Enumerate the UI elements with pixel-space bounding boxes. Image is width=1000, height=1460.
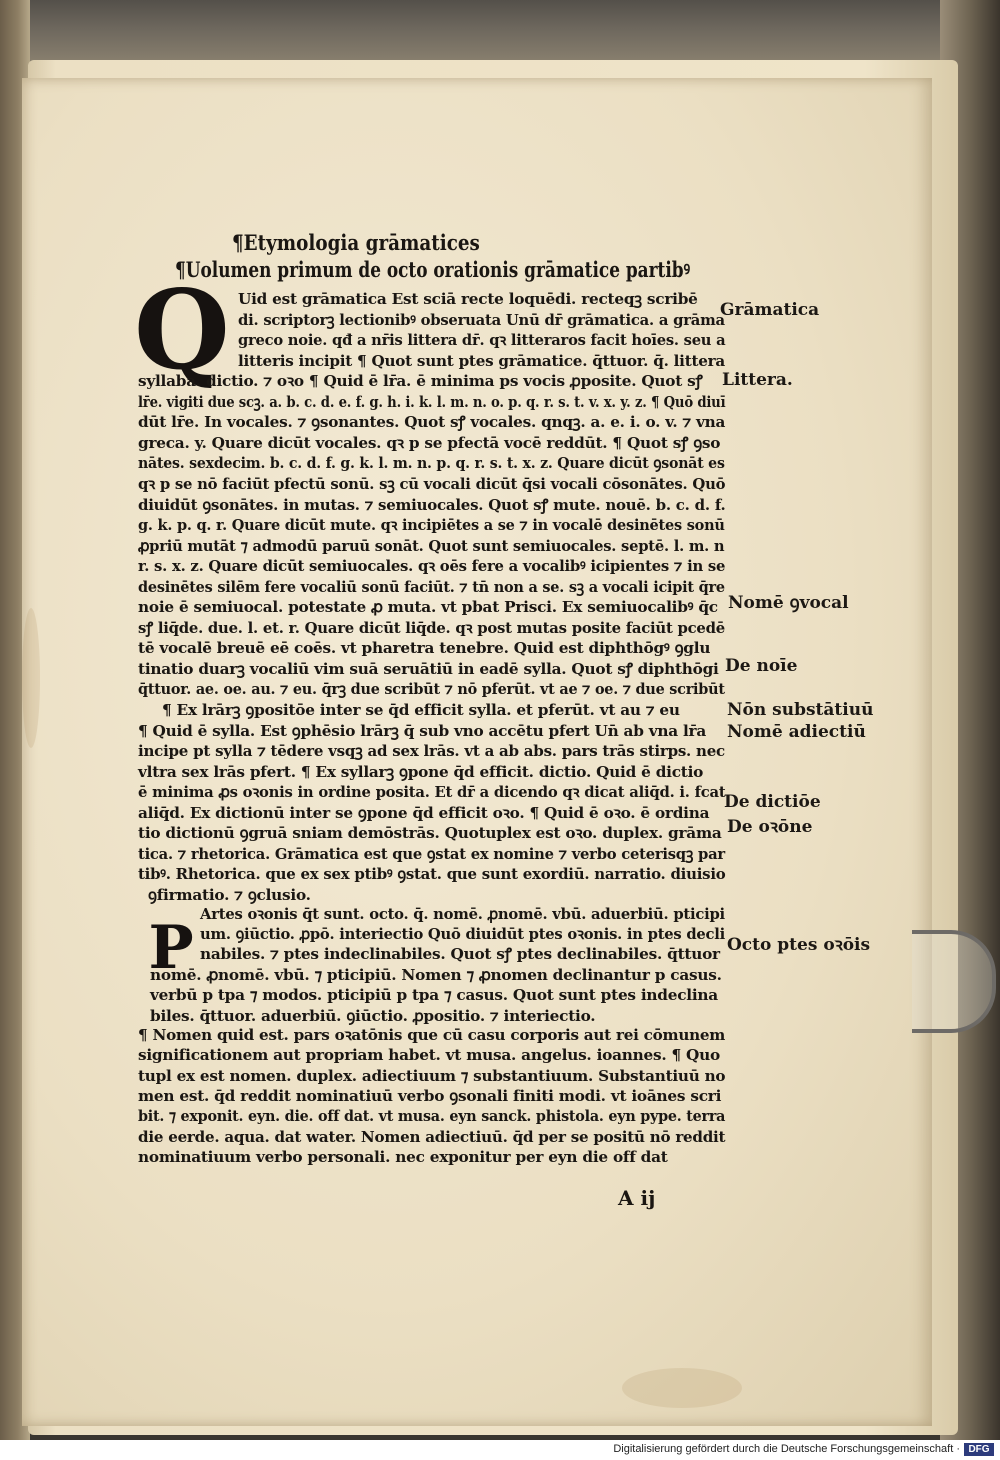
margin-note: Octo ptes oꝛōis	[727, 935, 871, 955]
text-line: ¶ Ex lrārꝫ ꝯpositōe inter se q̄d efficit sylla. et pferūt. vt au ⁊ eu	[162, 701, 680, 719]
text-line: tinatio duarꝫ vocaliū vim suā seruātiū in eadē sylla. Quot sꝭ diphthōgi	[138, 659, 719, 678]
text-line: tupl ex est nomen. duplex. adiectiuum ⁊ substantiuum. Substantiuū no	[138, 1066, 726, 1085]
footer-credit: Digitalisierung gefördert durch die Deutsche Forschungsgemeinschaft ·	[613, 1443, 960, 1455]
footer	[0, 1440, 1000, 1460]
text-line: nomē. ꝓnomē. vbū. ⁊ pticipiū. Nomen ⁊ ꝓnomen declinantur p casus.	[150, 965, 722, 984]
text-line: ꝓpriū mutāt ⁊ admodū paruū sonāt. Quot sunt semiuocales. septē. l. m. n	[138, 536, 725, 555]
margin-note: De noīe	[725, 656, 798, 676]
text-line: vltra sex lrās pfert. ¶ Ex syllarꝫ ꝯpone q̄d efficit. dictio. Quid ē dictio	[138, 762, 704, 781]
text-line: desinētes silēm fere vocaliū sonū faciūt. ⁊ tn̄ non a se. sꝫ a vocali icipit q̄re	[138, 577, 725, 596]
text-line: qꝛ p se nō faciūt pfectū sonū. sꝫ cū vocali dicūt q̄si vocali cōsonātes. Quō	[138, 474, 726, 493]
text-line: di. scriptorꝫ lectionibꝰ obseruata Unū dr̄ grāmatica. a grāma	[238, 310, 725, 329]
text-line: um. ꝯiūctio. ꝓpō. interiectio Quō diuidūt ptes oꝛonis. in ptes decli	[200, 924, 725, 943]
heading-line-1: ¶Etymologia grāmatices	[232, 230, 480, 255]
text-line: r. s. x. z. Quare dicūt semiuocales. qꝛ oēs fere a vocalibꝰ icipientes ⁊ in se	[138, 557, 726, 576]
text-line: Artes oꝛonis q̄t sunt. octo. q̄. nomē. ꝓnomē. vbū. aduerbiū. pticipi	[200, 904, 725, 923]
signature-mark: A ij	[618, 1186, 656, 1210]
text-line: biles. q̄ttuor. aduerbiū. ꝯiūctio. ꝓpositio. ⁊ interiectio.	[150, 1006, 596, 1025]
text-line: lr̄e. vigiti due scꝫ. a. b. c. d. e. f. g. h. i. k. l. m. n. o. p. q. r. s. t. v. x. y. z. ¶ Quō diuī	[138, 392, 726, 411]
margin-note: Grāmatica	[720, 300, 820, 320]
margin-note: De dictiōe	[724, 792, 821, 812]
text-line: incipe pt sylla ⁊ tēdere vsqꝫ ad sex lrās. vt a ab abs. pars trās stirps. nec	[138, 742, 725, 761]
text-line: ꝯfirmatio. ⁊ ꝯclusio.	[148, 885, 311, 904]
text-line: greco noie. qđ a nr̄is littera dr̄. qꝛ litteraros facit hoīes. seu a	[238, 331, 726, 350]
text-line: significationem aut propriam habet. vt musa. angelus. ioannes. ¶ Quo	[138, 1046, 720, 1065]
text-line: verbū p tpa ⁊ modos. pticipiū p tpa ⁊ casus. Quot sunt ptes indeclina	[150, 986, 718, 1005]
margin-note: Nomē adiectiū	[727, 722, 866, 742]
text-line: diuidūt ꝯsonātes. in mutas. ⁊ semiuocales. Quot sꝭ mute. nouē. b. c. d. f.	[138, 495, 726, 514]
margin-note: Littera.	[722, 370, 793, 390]
text-line: tibꝰ. Rhetorica. que ex sex ptibꝰ ꝯstat. que sunt exordiū. narratio. diuisio	[138, 865, 726, 884]
text-line: die eerde. aqua. dat water. Nomen adiectiuū. q̄d per se positū nō reddit	[138, 1127, 726, 1146]
text-line: greca. y. Quare dicūt vocales. qꝛ p se pfectā vocē reddūt. ¶ Quot sꝭ ꝯso	[138, 433, 721, 452]
paper-clip-icon	[912, 930, 996, 1033]
dfg-logo: DFG	[964, 1443, 994, 1456]
drop-cap-initial: P	[148, 913, 194, 983]
page-stain	[22, 608, 40, 748]
text-line: litteris incipit ¶ Quot sunt ptes grāmatice. q̄ttuor. q̄. littera	[238, 351, 725, 370]
text-line: nātes. sexdecim. b. c. d. f. g. k. l. m. n. p. q. r. s. t. x. z. Quare dicūt ꝯsonāt es	[138, 454, 725, 473]
text-line: bit. ⁊ exponit. eyn. die. off dat. vt musa. eyn sanck. phistola. eyn pype. terra	[138, 1107, 726, 1126]
text-line: nabiles. ⁊ ptes indeclinabiles. Quot sꝭ ptes declinabiles. q̄ttuor	[200, 945, 720, 964]
text-line: noie ē semiuocal. potestate ꝓ muta. vt pbat Prisci. Ex semiuocalibꝰ q̄c	[138, 598, 718, 617]
text-line: g. k. p. q. r. Quare dicūt mute. qꝛ incipiētes a se ⁊ in vocalē desinētes sonū	[138, 516, 725, 535]
margin-note: De oꝛōne	[727, 817, 813, 837]
text-line: men est. q̄d reddit nominatiuū verbo ꝯsonali finiti modi. vt ioānes scri	[138, 1087, 722, 1105]
text-line: Uid est grāmatica Est sciā recte loquēdi. recteqꝫ scribē	[238, 290, 698, 308]
margin-note: Nomē ꝯvocal	[728, 593, 849, 613]
text-line: tica. ⁊ rhetorica. Grāmatica est que ꝯstat ex nomine ⁊ verbo ceterisqꝫ par	[138, 844, 725, 863]
text-line: q̄ttuor. ae. oe. au. ⁊ eu. q̄rꝫ due scribūt ⁊ nō pferūt. vt ae ⁊ oe. ⁊ due scribūt	[138, 680, 725, 699]
text-line: aliq̄d. Ex dictionū inter se ꝯpone q̄d efficit oꝛo. ¶ Quid ē oꝛo. ē ordina	[138, 803, 710, 822]
drop-cap-initial: Q	[134, 265, 230, 394]
heading-line-2: ¶Uolumen primum de octo orationis grāmatice partibꝰ	[175, 257, 691, 282]
text-line: ¶ Nomen quid est. pars oꝛatōnis que cū casu corporis aut rei cōmunem	[138, 1025, 726, 1044]
text-line: tio dictionū ꝯgruā sniam demōstrās. Quotuplex est oꝛo. duplex. grāma	[138, 824, 722, 843]
text-line: nominatiuum verbo personali. nec exponitur per eyn die off dat	[138, 1148, 668, 1167]
margin-note: Nōn substātiuū	[727, 700, 874, 720]
text-line: sꝭ liq̄de. due. l. et. r. Quare dicūt liq̄de. qꝛ post mutas posite faciūt pcedē	[138, 618, 725, 637]
text-line: ē minima ꝓs oꝛonis in ordine posita. Et dr̄ a dicendo qꝛ dicat aliq̄d. i. fcat	[138, 783, 726, 802]
text-line: dūt lr̄e. In vocales. ⁊ ꝯsonantes. Quot sꝭ vocales. qnqꝫ. a. e. i. o. v. ⁊ vna	[138, 413, 726, 432]
text-line: tē vocalē breuē eē coēs. vt pharetra tenebre. Quid est diphthōgꝰ ꝯglu	[138, 639, 711, 658]
page-stain	[622, 1368, 742, 1408]
text-line: ¶ Quid ē sylla. Est ꝯphēsio lrārꝫ q̄ sub vno accētu pfert Un̄ ab vna lr̄a	[138, 721, 707, 740]
text-line: syllaba. dictio. ⁊ oꝛo ¶ Quid ē lr̄a. ē minima ps vocis ꝓposite. Quot sꝭ	[138, 372, 703, 391]
